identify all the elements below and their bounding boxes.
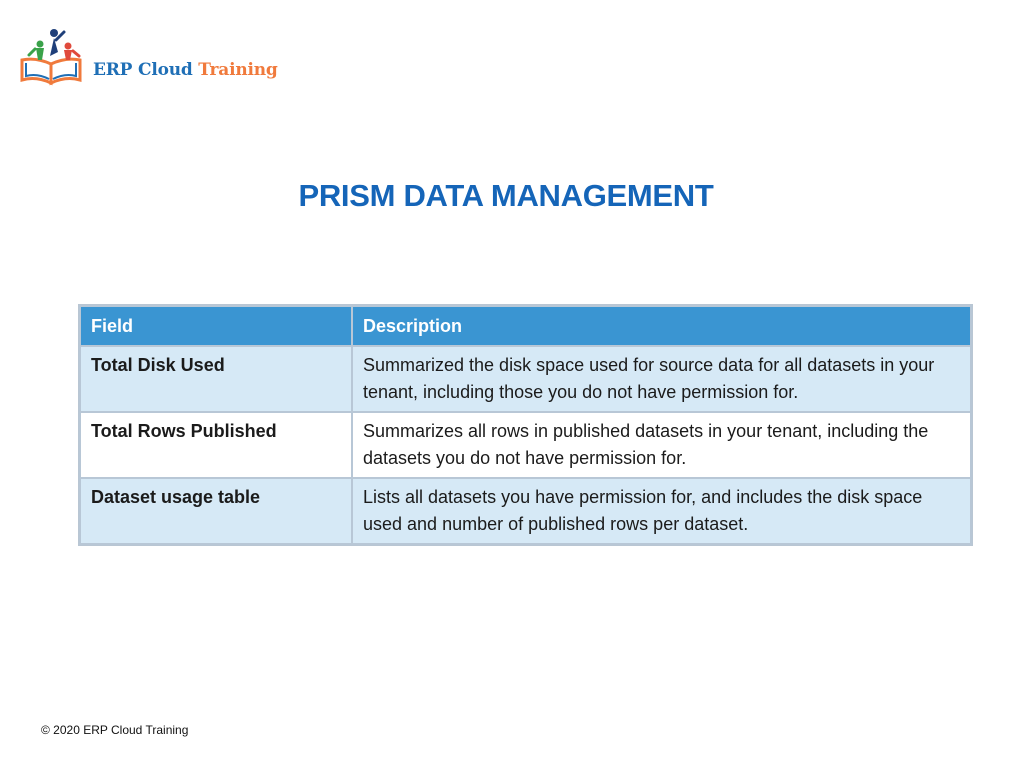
logo-word-erp-cloud: ERP Cloud (93, 60, 193, 80)
field-description-table (79, 305, 972, 545)
table-row (80, 412, 971, 478)
description-cell: Lists all datasets you have permission for, and includes the disk space used and number of published rows per dataset. (352, 478, 971, 544)
description-cell: Summarized the disk space used for source data for all datasets in your tenant, including those you do not have permission for. (352, 346, 971, 412)
column-header-description: Description (352, 306, 971, 346)
table-header-row (80, 306, 971, 346)
copyright-footer: © 2020 ERP Cloud Training (41, 723, 189, 737)
logo-text (93, 60, 278, 80)
erp-cloud-training-logo (18, 26, 278, 96)
reader-book-icon (18, 26, 88, 88)
logo-word-training: Training (198, 60, 278, 80)
table-row (80, 478, 971, 544)
field-cell: Dataset usage table (80, 478, 352, 544)
field-cell: Total Disk Used (80, 346, 352, 412)
column-header-field: Field (80, 306, 352, 346)
table-row (80, 346, 971, 412)
description-cell: Summarizes all rows in published datasets in your tenant, including the datasets you do not have permission for. (352, 412, 971, 478)
slide-title: PRISM DATA MANAGEMENT (298, 178, 714, 213)
field-cell: Total Rows Published (80, 412, 352, 478)
